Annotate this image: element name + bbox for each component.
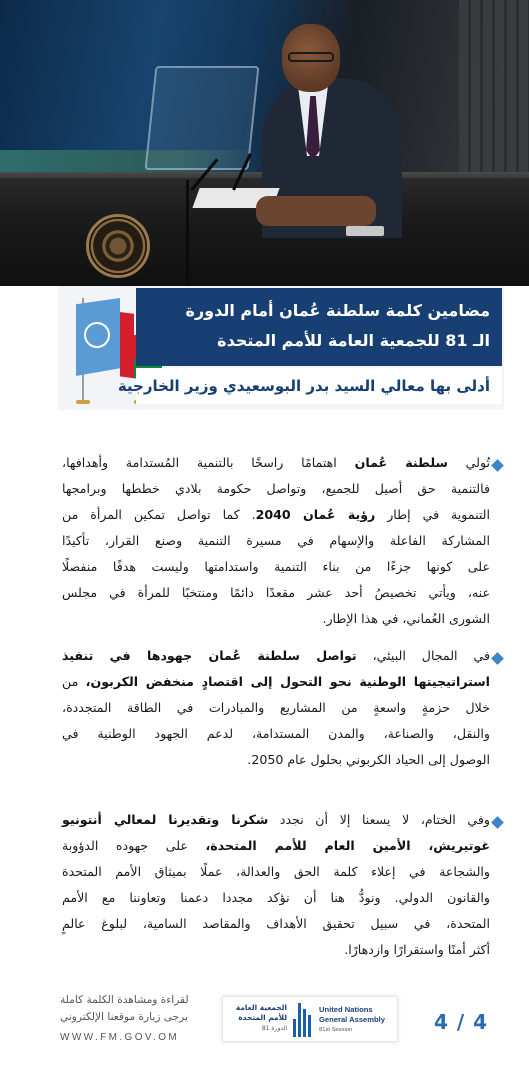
- paragraph-1: [62, 450, 490, 632]
- bullet-icon: [491, 652, 504, 665]
- emphasis-text: شكرنا وتقديرنا لمعالي أنتونيو: [62, 812, 269, 827]
- emphasis-text: غوتيريش، الأمين العام للأمم المتحدة،: [205, 838, 490, 853]
- body-text: المشاركة الفاعلة والإسهام في مسيرة التنمية وصنع القرار، تأكيدًا: [62, 533, 490, 548]
- body-text: فالتنمية حق أصيل للجميع، وتواصل حكومة بلادي خططها وبرامجها: [62, 481, 490, 496]
- un-emblem: [86, 214, 150, 278]
- visit-text-line-1: لقراءة ومشاهدة الكلمة كاملة: [60, 994, 189, 1006]
- paragraph-line: [62, 721, 490, 747]
- paragraph-line: [62, 502, 490, 528]
- body-text: والقانون الدولي. ونودُّ هنا أن نؤكد مجددا دعمنا وتعاوننا مع الأمم: [62, 890, 490, 905]
- paragraph-line: [62, 911, 490, 937]
- emphasis-text: سلطنة عُمان: [354, 455, 448, 470]
- body-text: على كونها جزءًا من بناء التنمية واستدامتها وليست هدفًا منفصلًا: [62, 559, 490, 574]
- un-building-icon: [293, 1003, 313, 1037]
- paragraph-3: [62, 807, 490, 963]
- paragraph-line: [62, 807, 490, 833]
- body-text: اهتمامًا راسخًا بالتنمية المُستدامة وأهدافها،: [62, 455, 355, 470]
- paragraph-line: [62, 859, 490, 885]
- body-text: والنقل، والصناعة، والمدن المستدامة، لدعم الجهود الوطنية في: [62, 726, 490, 741]
- visit-text-line-2: يرجى زيارة موقعنا الإلكتروني: [60, 1011, 188, 1023]
- hero-photo: [0, 0, 529, 286]
- body-text: المتحدة، في سبيل تحقيق الأهداف والمقاصد السامية، لبلوغ عالمٍ: [62, 916, 490, 931]
- paragraph-line: [62, 476, 490, 502]
- body-text: الوصول إلى الحياد الكربوني بحلول عام 2050.: [247, 752, 490, 767]
- teleprompter-glass: [145, 66, 260, 170]
- bullet-icon: [491, 459, 504, 472]
- body-text: وفي الختام، لا يسعنا إلا أن نجدد: [268, 812, 490, 827]
- body-text: على جهوده الدؤوبة: [62, 838, 206, 853]
- paragraph-line: [62, 885, 490, 911]
- banner-title: [136, 288, 502, 366]
- paragraph-line: [62, 528, 490, 554]
- emphasis-text: رؤية عُمان 2040: [255, 507, 376, 522]
- body-text: من: [62, 674, 86, 689]
- website-link[interactable]: WWW.FM.GOV.OM: [60, 1032, 180, 1043]
- paragraph-2: [62, 643, 490, 773]
- title-banner: [58, 286, 504, 410]
- emphasis-text: استراتيجيتها الوطنية نحو التحول إلى اقتصادٍ منخفض الكربون،: [85, 674, 490, 689]
- paragraph-line: [62, 606, 490, 632]
- paragraph-line: [62, 580, 490, 606]
- bullet-icon: [491, 816, 504, 829]
- paragraph-line: [62, 669, 490, 695]
- paragraph-line: [62, 450, 490, 476]
- body-text: أكثر أمنًا واستقرارًا وازدهارًا.: [344, 942, 490, 957]
- body-text: الشورى العُماني، في هذا الإطار.: [322, 611, 490, 626]
- body-text: التنموية في إطار: [375, 507, 490, 522]
- body-text: في المجال البيئي،: [356, 648, 491, 663]
- body-text: تُولي: [447, 455, 490, 470]
- body-text: خلال حزمةٍ واسعةٍ من المشاريع والمبادرات في الطاقة المتجددة،: [62, 700, 490, 715]
- paragraph-line: [62, 554, 490, 580]
- emphasis-text: تواصل سلطنة عُمان جهودها في تنفيذ: [62, 648, 357, 663]
- body-text: والشجاعة في إعلاء كلمة الحق والعدالة، عملًا بميثاق الأمم المتحدة: [62, 864, 490, 879]
- paragraph-line: [62, 833, 490, 859]
- banner-title-line-1: مضامين كلمة سلطنة عُمان أمام الدورة: [185, 301, 490, 320]
- banner-subtitle: أدلى بها معالي السيد بدر البوسعيدي وزير الخارجية: [117, 377, 490, 395]
- page-indicator: 4 / 4: [434, 1010, 489, 1034]
- paragraph-line: [62, 937, 490, 963]
- body-text: عنه، ويأتي تخصيصُ أحد عشر مقعدًا دائمًا ومنتخبًا للمرأة في مجلس: [62, 585, 490, 600]
- unga-logo: الجمعية العامة للأمم المتحدة الدورة 81 United Nations General Assembly 81st Session: [222, 996, 398, 1042]
- paragraph-line: [62, 643, 490, 669]
- paragraph-line: [62, 747, 490, 773]
- paragraph-line: [62, 695, 490, 721]
- banner-title-line-2: الـ 81 للجمعية العامة للأمم المتحدة: [217, 331, 490, 350]
- body-text: . كما تواصل تمكين المرأة من: [62, 507, 256, 522]
